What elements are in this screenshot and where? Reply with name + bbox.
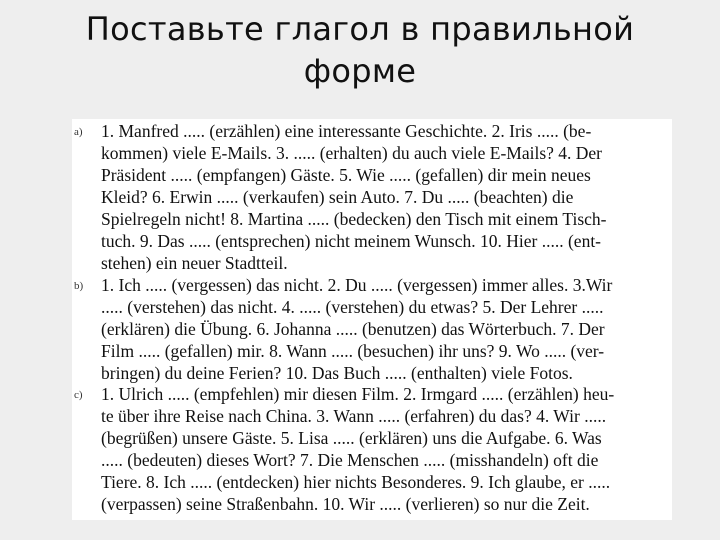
slide-title: [40, 8, 680, 92]
exercise-line: Präsident ..... (empfangen) Gäste. 5. Wie ..... (gefallen) dir mein neues: [101, 165, 591, 185]
exercise-line: (verpassen) seine Straßenbahn. 10. Wir ..... (verlieren) so nur die Zeit.: [101, 494, 590, 514]
exercise-line: 1. Manfred ..... (erzählen) eine interessante Geschichte. 2. Iris ..... (be-: [101, 121, 592, 141]
exercise-line: bringen) du deine Ferien? 10. Das Buch ..... (enthalten) viele Fotos.: [101, 363, 573, 383]
exercise-line: Spielregeln nicht! 8. Martina ..... (bedecken) den Tisch mit einem Tisch-: [101, 209, 607, 229]
title-line-2: форме: [303, 52, 417, 90]
section-marker-b: b): [74, 280, 84, 292]
exercise-line: (erklären) die Übung. 6. Johanna ..... (benutzen) das Wörterbuch. 7. Der: [101, 319, 605, 339]
exercise-line: Tiere. 8. Ich ..... (entdecken) hier nichts Besonderes. 9. Ich glaube, er .....: [101, 472, 611, 492]
exercise-line: Film ..... (gefallen) mir. 8. Wann ..... (besuchen) ihr uns? 9. Wo ..... (ver-: [101, 341, 605, 361]
exercise-scan: [72, 119, 672, 520]
exercise-line: 1. Ulrich ..... (empfehlen) mir diesen Film. 2. Irmgard ..... (erzählen) heu-: [101, 384, 615, 404]
exercise-line: tuch. 9. Das ..... (entsprechen) nicht meinem Wunsch. 10. Hier ..... (ent-: [101, 231, 602, 251]
title-line-1: Поставьте глагол в правильной: [85, 10, 635, 48]
exercise-line: 1. Ich ..... (vergessen) das nicht. 2. Du ..... (vergessen) immer alles. 3.Wir: [101, 275, 613, 295]
section-marker-c: c): [74, 389, 83, 401]
exercise-line: (begrüßen) unsere Gäste. 5. Lisa ..... (erklären) uns die Aufgabe. 6. Was: [101, 428, 602, 448]
exercise-line: Kleid? 6. Erwin ..... (verkaufen) sein Auto. 7. Du ..... (beachten) die: [101, 187, 574, 207]
section-marker-a: a): [74, 126, 83, 138]
exercise-line: kommen) viele E-Mails. 3. ..... (erhalten) du auch viele E-Mails? 4. Der: [101, 143, 603, 163]
exercise-line: ..... (bedeuten) dieses Wort? 7. Die Menschen ..... (misshandeln) oft die: [101, 450, 599, 470]
exercise-line: stehen) ein neuer Stadtteil.: [101, 253, 288, 273]
exercise-line: ..... (verstehen) das nicht. 4. ..... (verstehen) du etwas? 5. Der Lehrer .....: [101, 297, 604, 317]
exercise-line: te über ihre Reise nach China. 3. Wann ..... (erfahren) du das? 4. Wir .....: [101, 406, 607, 426]
